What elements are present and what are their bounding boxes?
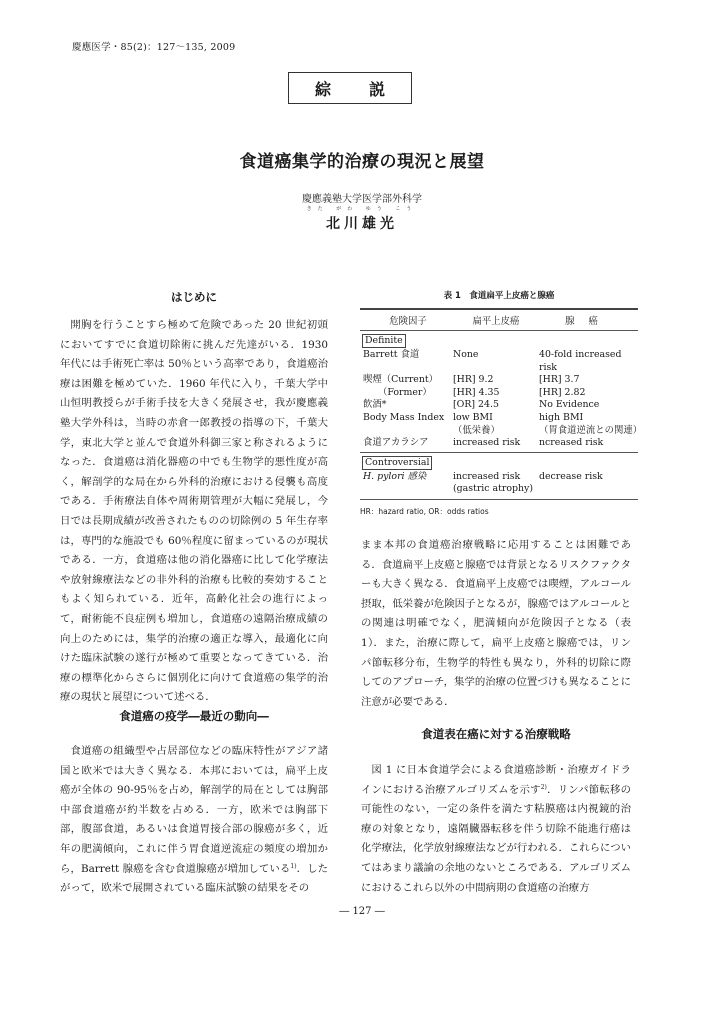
table-mid-rule [360,452,638,453]
table-header-row [360,310,638,330]
table-cell: [HR] 3.7 [539,374,580,386]
table-row [360,374,638,387]
intro-column [60,316,328,708]
superficial-cancer-heading: 食道表在癌に対する治療戦略 [421,727,571,741]
table-cell: （Former） [378,386,432,398]
table-row [360,483,638,496]
table-cell: [OR] 24.5 [453,399,499,411]
table-row [360,424,643,438]
table-row [360,471,638,484]
table-cell [360,425,453,438]
table-row [360,349,638,374]
superficial-text-1: 図 1 に日本食道学会による食道癌診断・治療ガイドラインにおける治療アルゴリズムを示す [361,764,631,796]
table-cell: [HR] 9.2 [453,374,494,386]
definite-label: Definite [362,334,406,348]
table-cell: increased risk [453,437,521,449]
right-column [361,536,631,712]
table-row [360,437,638,450]
epidemiology-text-1: 食道癌の組織型や占居部位などの臨床特性がアジア諸国と欧米では大きく異なる．本邦においては，扁平上皮癌が全体の 90-95％を占め，解剖学的局在としては胸部中部食道癌が約半数を占める．一方，欧米では胸部下部，腹部食道，あるいは食道胃接合部の腺癌が多く，近年の肥満傾向，これに伴う胃食道逆流症の頻度の増加から，Barrett 腺癌を含む食道腺癌が増加している [60,745,328,875]
table-cell: decrease risk [539,470,603,482]
table-cell: Barrett 食道 [363,349,420,360]
table-cell: 40-fold increased risk [539,349,622,373]
superficial-column [361,761,631,898]
table-header-squamous: 扁平上皮癌 [472,316,520,327]
table-header-adeno: 腺癌 [565,316,612,327]
page-number: ― 127 ― [339,906,385,917]
risk-factor-paragraph: まま本邦の食道癌治療戦略に応用することは困難である．食道扁平上皮癌と腺癌では背景となるリスクファクターも大きく異なる．食道扁平上皮癌では喫煙，アルコール摂取，低栄養が危険因子となるが，腺癌ではアルコールとの関連は明確でなく，肥満傾向が危険因子となる（表 1）．また，治療に際して，扁平上皮癌と腺癌では，リンパ節転移分布，生物学的特性も異なり，外科的切除に際してのアプローチ，集学的治療の位置づけも異なることに注意が必要である． [361,539,631,708]
controversial-rows [360,471,638,496]
table-cell: H. pylori 感染 [363,470,427,482]
article-title: 食道癌集学的治療の現況と展望 [239,152,485,172]
table-cell: 食道アカラシア [363,437,429,449]
table-cell: ncreased risk [539,437,604,449]
table-cell: None [453,349,479,360]
table-cell: [HR] 2.82 [539,386,586,398]
epidemiology-heading: 食道癌の疫学―最近の動向― [119,709,269,723]
table-cell: [HR] 4.35 [453,386,500,398]
table-cell: （胃食道逆流との関連） [539,424,643,436]
table-1 [360,289,643,517]
table-cell: low BMI [453,411,493,423]
table-header-rule [360,330,638,331]
table-header-risk: 危険因子 [389,316,427,327]
author-name: 北川雄光 [326,216,398,232]
table-note: HR：hazard ratio, OR：odds ratios [360,506,489,516]
intro-heading: はじめに [171,290,217,304]
reference-2[interactable]: 2) [540,783,547,791]
definite-rows [360,349,643,450]
epidemiology-text-2: ．したがって，欧米で展開されている臨床試験の結果をその [60,862,328,895]
table-cell: high BMI [539,411,584,423]
author-affiliation: 慶應義塾大学医学部外科学 [302,194,422,205]
journal-citation: 慶應医学・85(2)：127～135, 2009 [72,42,236,53]
table-caption: 表 1 食道扁平上皮癌と腺癌 [443,291,555,301]
table-cell: (gastric atrophy) [453,483,534,495]
superficial-paragraph [361,761,631,898]
section-type-right: 説 [368,79,385,99]
table-cell: 喫煙（Current） [363,374,439,386]
table-row [360,399,638,412]
table-cell: 飲酒* [363,399,387,411]
table-row [360,387,638,400]
superficial-text-2: ．リンパ節転移の可能性のない，一定の条件を満たす粘膜癌は内視鏡的治療の対象となり，遠隔臓器転移を伴う切除不能進行癌は化学療法，化学放射線療法などが行われる．これらについてはあまり議論の余地のないところである．アルゴリズムにおけるこれら以外の中間病期の食道癌の治療方 [361,783,632,894]
controversial-label: Controversial [362,456,432,470]
author-ruby: きた がわ ゆう こう [306,206,418,212]
table-cell: （低栄養） [453,424,500,436]
table-bottom-rule [360,499,638,500]
table-cell: increased risk [453,470,521,482]
epidemiology-column [60,742,328,899]
table-cell: Body Mass Index [363,411,445,423]
intro-paragraph: 開胸を行うことすら極めて危険であった 20 世紀初頭においてすでに食道切除術に挑んだ先達がいる．1930 年代には手術死亡率は 50％という高率であり，食道癌治療は困難を極めていた．1960 年代に入り，千葉大学中山恒明教授らが手術手技を大きく発展させ，我が慶應義塾大学外科は，当時の赤倉一郎教授の指導の下，千葉大学，東北大学と並んで食道外科御三家と称されるようになった．食道癌は消化器癌の中でも生物学的悪性度が高く，解剖学的な局在から外科的治療における侵襲も高度である．手術療法自体や周術期管理が大幅に発展し，今日では長期成績が改善されたものの切除例の 5 年生存率は，専門的な施設でも 60％程度に留まっているのが現状である．一方，食道癌は他の消化器癌に比して化学療法や放射線療法などの非外科的治療も比較的奏効することもよく知られている．近年，高齢化社会の進行によって，耐術能不良症例も増加し，食道癌の遠隔治療成績の向上のためには，集学的治療の適正な導入，最適化に向けた臨床試験の遂行が極めて重要となってきている．治療の標準化からさらに個別化に向けて食道癌の集学的治療の現状と展望について述べる． [60,319,328,704]
table-cell: No Evidence [539,399,600,411]
section-type-left: 綜 [315,79,332,99]
table-cell [360,483,453,496]
epidemiology-paragraph [60,742,328,899]
table-row [360,412,638,425]
section-type-box [288,72,412,104]
table-cell [539,483,638,496]
reference-1[interactable]: 1) [290,862,297,870]
